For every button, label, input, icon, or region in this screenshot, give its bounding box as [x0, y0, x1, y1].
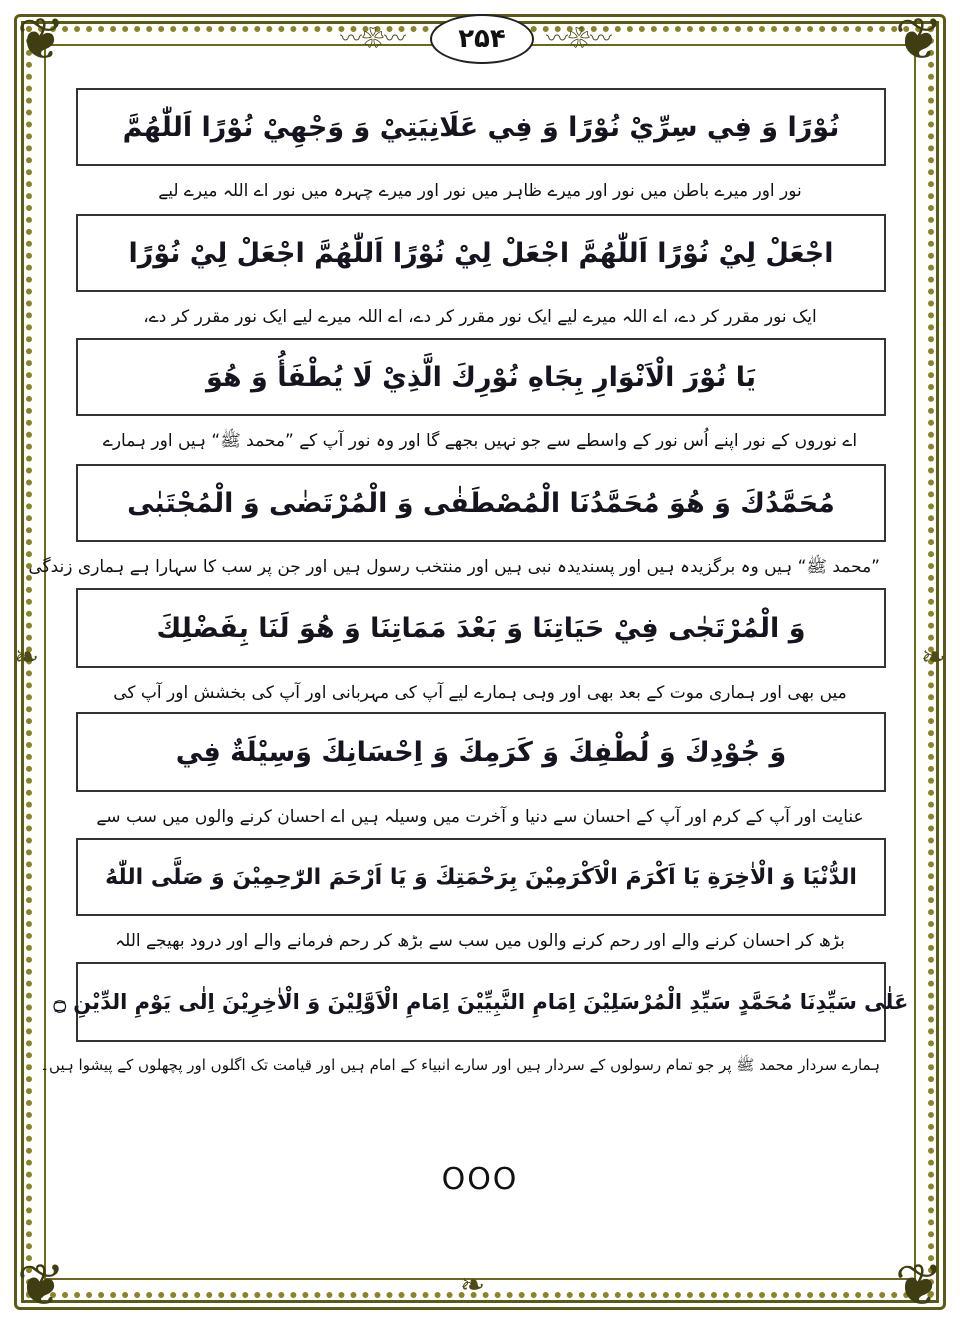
vine-ornament-icon: ❧ [14, 640, 40, 675]
urdu-translation: نور اور میرے باطن میں نور اور میرے ظاہر میں نور اور میرے چہرہ میں نور اے اللہ میرے لیے [158, 181, 802, 201]
vine-ornament-icon: ❧ [460, 1268, 486, 1303]
urdu-translation: ہمارے سردار محمد ﷺ پر جو تمام رسولوں کے سردار ہیں اور سارے انبیاء کے امام ہیں اور قیامت تک اگلوں اور پچھلوں کے پیشوا ہیں۔ [40, 1056, 880, 1074]
arabic-verse-box [76, 214, 886, 292]
urdu-translation: ایک نور مقرر کر دے، اے اللہ میرے لیے ایک نور مقرر کر دے، اے اللہ میرے لیے ایک نور مقرر کر دے، [143, 307, 817, 327]
arabic-verse-box [53, 962, 909, 1042]
urdu-translation: میں بھی اور ہماری موت کے بعد بھی اور وہی ہمارے لیے آپ کی مہربانی اور آپ کی بخشش اور آپ کی [113, 683, 847, 703]
floral-corner-icon: ❦ [894, 1251, 944, 1319]
arabic-verse-box [76, 588, 886, 668]
vine-ornament-icon: 〰❀〰 [340, 27, 407, 52]
arabic-verse-box [76, 338, 886, 416]
vine-ornament-icon: ❧ [920, 640, 946, 675]
page-number: ۲۵۴ [430, 14, 534, 64]
vine-ornament-icon: 〰❀〰 [546, 27, 613, 52]
arabic-verse-box [76, 464, 886, 542]
urdu-translation: عنایت اور آپ کے کرم اور آپ کے احسان سے دنیا و آخرت میں وسیلہ ہیں اے احسان کرنے والوں میں سب سے [96, 807, 864, 827]
end-of-section-mark: OOO [441, 1162, 519, 1197]
arabic-verse-box [76, 838, 886, 916]
arabic-verse: وَ الْمُرْتَجٰى فِيْ حَيَاتِنَا وَ بَعْدَ مَمَاتِنَا وَ هُوَ لَنَا بِفَضْلِكَ [156, 612, 806, 644]
floral-corner-icon: ❦ [16, 5, 66, 73]
floral-corner-icon: ❦ [894, 5, 944, 73]
urdu-translation: اے نوروں کے نور اپنے اُس نور کے واسطے سے جو نہیں بجھے گا اور وہ نور آپ کے ”محمد ﷺ“ ہیں اور ہمارے [102, 431, 858, 451]
arabic-verse-box [76, 88, 886, 166]
arabic-verse: اجْعَلْ لِيْ نُوْرًا اَللّٰهُمَّ اجْعَلْ لِيْ نُوْرًا اَللّٰهُمَّ اجْعَلْ لِيْ نُوْرًا [128, 237, 834, 269]
arabic-verse: الدُّنْيَا وَ الْاٰخِرَةِ يَا اَكْرَمَ الْاَكْرَمِيْنَ بِرَحْمَتِكَ وَ يَا اَرْحَمَ الرّٰحِمِيْنَ وَ صَلَّى اللّٰهُ [105, 864, 857, 890]
arabic-verse: مُحَمَّدُكَ وَ هُوَ مُحَمَّدُنَا الْمُصْطَفٰى وَ الْمُرْتَضٰى وَ الْمُجْتَبٰى [127, 487, 835, 519]
arabic-verse: نُوْرًا وَ فِي سِرِّيْ نُوْرًا وَ فِي عَلَانِيَتِيْ وَ وَجْهِيْ نُوْرًا اَللّٰهُمَّ [122, 111, 840, 143]
floral-corner-icon: ❦ [16, 1251, 66, 1319]
urdu-translation: بڑھ کر احسان کرنے والے اور رحم کرنے والوں میں سب سے بڑھ کر رحم فرمانے والے اور درود بھیجے اللہ [115, 931, 845, 951]
arabic-verse: يَا نُوْرَ الْاَنْوَارِ بِجَاهِ نُوْرِكَ الَّذِيْ لَا يُطْفَأُ وَ هُوَ [205, 361, 757, 393]
arabic-verse: وَ جُوْدِكَ وَ لُطْفِكَ وَ كَرَمِكَ وَ اِحْسَانِكَ وَسِيْلَةٌ فِي [175, 736, 787, 768]
arabic-verse: عَلٰى سَيِّدِنَا مُحَمَّدٍ سَيِّدِ الْمُرْسَلِيْنَ اِمَامِ النَّبِيِّيْنَ اِمَامِ الْاَوَّلِيْنَ وَ الْاٰخِرِيْنَ اِلٰى يَوْمِ الدِّيْنِ ۝ [53, 990, 909, 1014]
urdu-translation: ”محمد ﷺ“ ہیں وہ برگزیدہ ہیں اور پسندیدہ نبی ہیں اور منتخب رسول ہیں اور جن پر سب کا سہارا ہے ہماری زندگی [28, 557, 880, 577]
arabic-verse-box [76, 712, 886, 792]
